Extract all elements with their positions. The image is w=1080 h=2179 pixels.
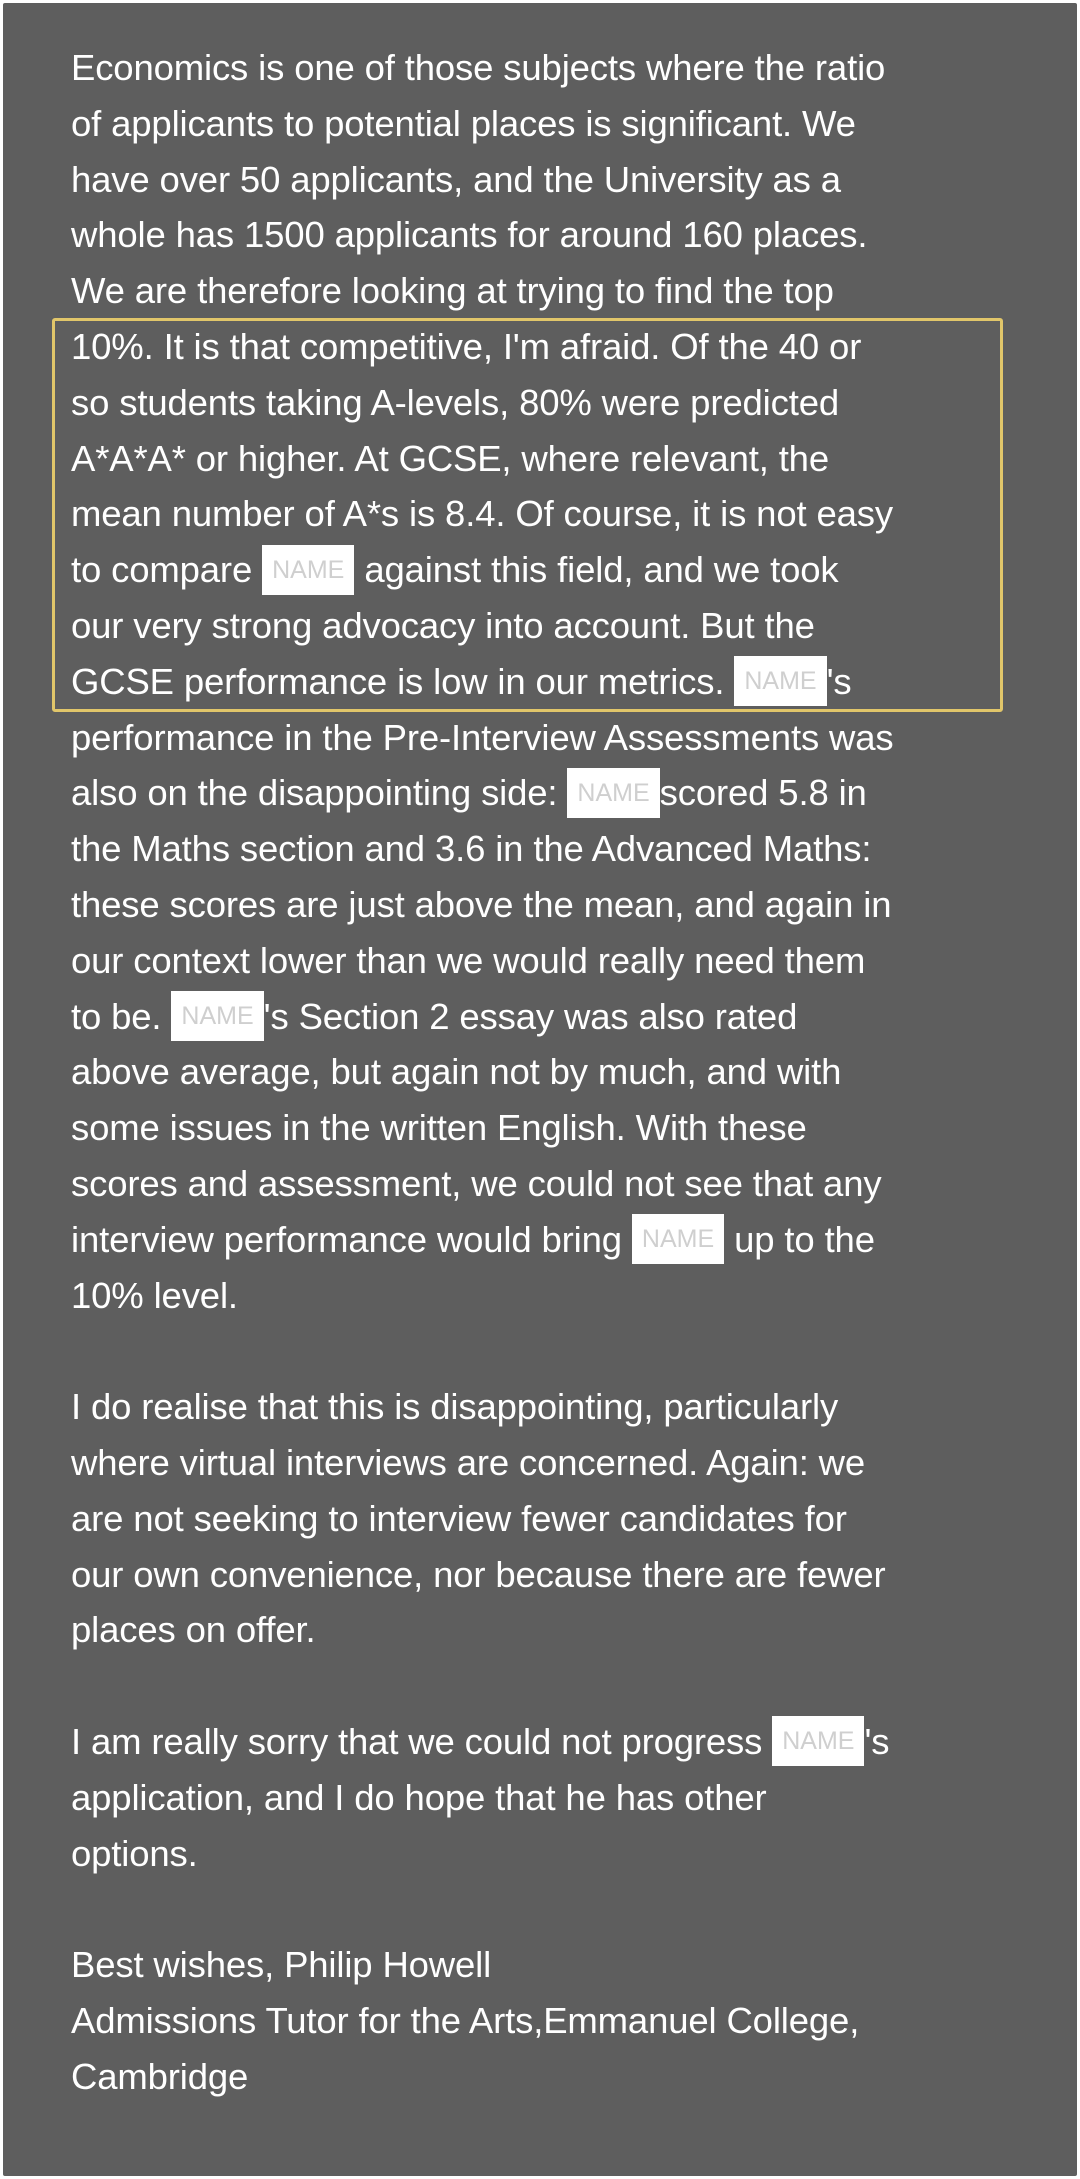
signature-title: Admissions Tutor for the Arts,Emmanuel College, <box>71 1999 860 2041</box>
text-fragment: 's Section 2 essay was also rated <box>263 995 798 1037</box>
text-line: We are therefore looking at trying to find the top <box>71 270 834 312</box>
redacted-name: NAME <box>632 1214 724 1264</box>
text-line: have over 50 applicants, and the University as a <box>71 158 841 200</box>
text-line: above average, but again not by much, and with <box>71 1051 842 1093</box>
text-line: scores and assessment, we could not see that any <box>71 1162 882 1204</box>
text-fragment: also on the disappointing side: <box>71 772 568 814</box>
text-line: options. <box>71 1832 198 1874</box>
text-line: of applicants to potential places is significant. We <box>71 102 856 144</box>
text-line: Economics is one of those subjects where the ratio <box>71 47 886 88</box>
text-line: our very strong advocacy into account. But the <box>71 604 815 646</box>
text-line: some issues in the written English. With these <box>71 1107 807 1149</box>
text-line: application, and I do hope that he has other <box>71 1776 767 1818</box>
redacted-name: NAME <box>262 545 354 595</box>
text-line <box>71 542 1011 598</box>
text-fragment: GCSE performance is low in our metrics. <box>71 660 735 702</box>
text-fragment: against this field, and we took <box>354 549 839 591</box>
text-line: so students taking A-levels, 80% were predicted <box>71 381 839 423</box>
text-fragment: 's <box>864 1720 890 1762</box>
text-line: the Maths section and 3.6 in the Advanced Maths: <box>71 828 872 870</box>
text-line <box>71 765 1011 821</box>
paragraph-gap <box>71 1881 1011 1937</box>
text-fragment: to be. <box>71 995 172 1037</box>
text-line: I do realise that this is disappointing, particularly <box>71 1386 839 1428</box>
text-fragment: up to the <box>724 1218 875 1260</box>
text-line: our context lower than we would really need them <box>71 939 866 981</box>
text-fragment: to compare <box>71 549 263 591</box>
text-line: these scores are just above the mean, and again in <box>71 883 892 925</box>
redacted-name: NAME <box>567 768 659 818</box>
text-line: performance in the Pre-Interview Assessments was <box>71 716 894 758</box>
redacted-name: NAME <box>772 1716 864 1766</box>
text-line: whole has 1500 applicants for around 160 places. <box>71 214 868 256</box>
text-fragment: interview performance would bring <box>71 1218 632 1260</box>
text-line: 10% level. <box>71 1274 238 1316</box>
text-line: our own convenience, nor because there are fewer <box>71 1553 886 1595</box>
text-line: places on offer. <box>71 1609 316 1651</box>
text-line <box>71 654 1011 710</box>
text-line: mean number of A*s is 8.4. Of course, it is not easy <box>71 493 893 535</box>
text-fragment: 's <box>826 660 852 702</box>
text-fragment: scored 5.8 in <box>659 772 867 814</box>
text-line <box>71 989 1011 1045</box>
text-line <box>71 1714 1011 1770</box>
text-line: where virtual interviews are concerned. Again: we <box>71 1441 866 1483</box>
paragraph-gap <box>71 1658 1011 1714</box>
redacted-name: NAME <box>171 991 263 1041</box>
signature-line: Best wishes, Philip Howell <box>71 1944 492 1986</box>
signature-college: Cambridge <box>71 2055 249 2097</box>
paragraph-gap <box>71 1323 1011 1379</box>
text-line <box>71 1212 1011 1268</box>
text-line: 10%. It is that competitive, I'm afraid. Of the 40 or <box>71 325 862 367</box>
text-line: are not seeking to interview fewer candidates for <box>71 1497 847 1539</box>
letter-text <box>71 40 1011 2104</box>
redacted-name: NAME <box>734 656 826 706</box>
text-fragment: I am really sorry that we could not progress <box>71 1720 773 1762</box>
text-line: A*A*A* or higher. At GCSE, where relevant, the <box>71 437 829 479</box>
